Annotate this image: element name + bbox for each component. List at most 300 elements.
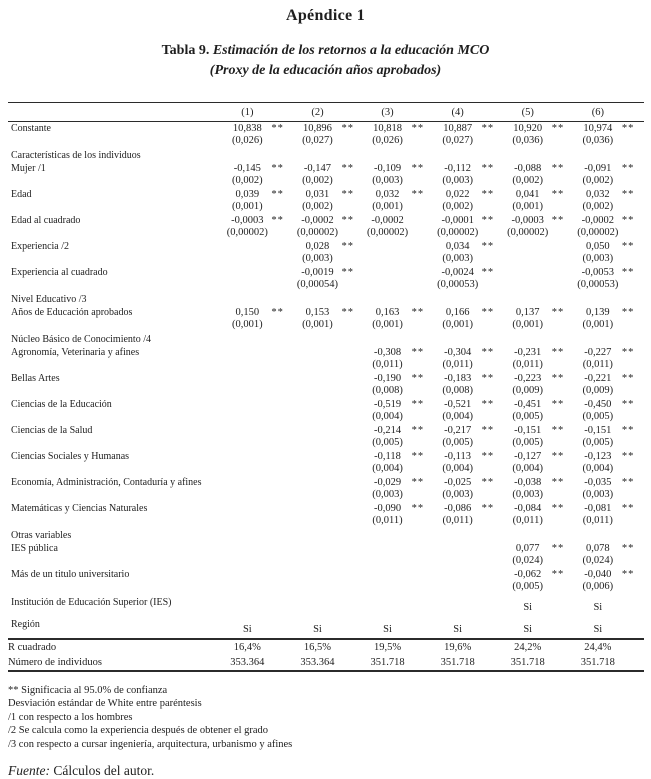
table-row [8,266,644,292]
sig-stars: ** [481,214,495,226]
footnote: Desviación estándar de White entre paréntesis [8,698,202,710]
std-error: (0,005) [582,410,614,422]
std-error: (0,036) [582,134,614,146]
column-header: (6) [574,102,622,121]
footnote: ** Significacia al 95.0% de confianza [8,684,168,696]
sig-stars: ** [621,346,635,358]
coef-cell [574,188,622,214]
coef-cell [293,188,341,214]
flag-value [364,594,412,616]
sig-stars: ** [551,568,565,580]
stat-gap [622,655,644,671]
sig-stars: ** [341,240,354,252]
std-error: (0,002) [512,174,544,186]
std-error: (0,001) [512,200,544,212]
coef-value: 10,818 [373,122,402,134]
coef-value: -0,304 [444,346,472,358]
sig-stars [412,568,434,594]
flag-value: Si [293,616,341,639]
coef-value: -0,112 [444,162,471,174]
std-error: (0,011) [512,358,543,370]
sig-stars: ** [621,266,635,278]
sig-stars [271,398,293,424]
std-error: (0,00002) [437,226,479,238]
column-header: (5) [504,102,552,121]
coef-cell [293,372,341,398]
coef-value: -0,123 [584,450,612,462]
sig-stars [341,450,363,476]
sig-stars: ** [341,188,354,200]
coef-cell [574,476,622,502]
section-label: Nivel Educativo /3 [11,293,87,305]
coef-value: -0,183 [444,372,472,384]
coef-cell [364,162,412,188]
row-label: Ciencias de la Educación [11,398,112,410]
coef-cell [434,214,482,240]
section-row [8,528,644,542]
coef-value: 0,031 [305,188,330,200]
table-caption-title: Estimación de los retornos a la educación MCO [212,43,490,58]
coef-cell [223,121,271,148]
coef-cell [504,542,552,568]
stat-gap [412,639,434,655]
coef-value: -0,081 [584,502,612,514]
coef-cell [223,424,271,450]
coef-cell [364,568,412,594]
sig-stars [341,346,363,372]
sig-stars: ** [551,450,565,462]
sig-stars [271,346,293,372]
coef-value: -0,521 [444,398,472,410]
coef-cell [293,266,341,292]
coef-cell [293,476,341,502]
sig-stars [271,266,293,292]
section-label: Otras variables [11,529,72,541]
coef-value: 0,032 [375,188,400,200]
footnote: /2 Se calcula como la experiencia después de obtener el grado [8,725,269,737]
sig-stars: ** [621,162,635,174]
footnote: /1 con respecto a los hombres [8,711,133,723]
std-error: (0,005) [512,580,544,592]
flag-gap [622,616,644,639]
sig-stars [482,542,504,568]
sig-stars: ** [481,240,495,252]
flag-value: Si [593,601,603,613]
std-error: (0,004) [512,462,544,474]
sig-stars [412,240,434,266]
sig-stars: ** [621,188,635,200]
flag-gap [412,594,434,616]
coef-cell [434,450,482,476]
sig-stars [412,266,434,292]
sig-stars: ** [271,122,284,134]
coef-value: 0,078 [586,542,610,554]
stat-value: 24,2% [514,641,542,653]
coef-cell [504,306,552,332]
coef-cell [293,162,341,188]
std-error: (0,001) [302,318,333,330]
section-label: Núcleo Básico de Conocimiento /4 [11,333,151,345]
coef-cell [364,121,412,148]
std-error: (0,005) [442,436,473,448]
table-row [8,450,644,476]
sig-stars [412,542,434,568]
coef-value: -0,088 [514,162,542,174]
sig-stars [271,476,293,502]
coef-cell [574,568,622,594]
coef-value: 0,153 [305,306,330,318]
coef-cell [364,424,412,450]
sig-stars: ** [481,306,495,318]
std-error: (0,002) [442,200,473,212]
coef-cell [504,121,552,148]
sig-stars [341,502,363,528]
stat-row [8,639,644,655]
section-row [8,148,644,162]
sig-stars: ** [341,306,354,318]
sig-stars: ** [481,502,495,514]
sig-stars: ** [271,306,284,318]
std-error: (0,027) [442,134,473,146]
coef-cell [574,424,622,450]
sig-stars: ** [551,122,565,134]
std-error: (0,00002) [577,226,619,238]
sig-stars [271,372,293,398]
footnotes [8,684,651,752]
coef-cell [293,306,341,332]
coef-value: -0,231 [514,346,542,358]
coef-cell [364,266,412,292]
sig-stars: ** [621,424,635,436]
stat-value: 353.364 [223,655,271,671]
table-row [8,240,644,266]
table-row [8,616,644,639]
coef-cell [504,450,552,476]
row-label: Economía, Administración, Contaduría y afines [11,476,202,488]
std-error: (0,001) [582,318,614,330]
sig-stars [271,424,293,450]
coef-value: -0,0002 [371,214,404,226]
flag-gap [412,616,434,639]
coef-cell [364,450,412,476]
stat-value: 351.718 [434,655,482,671]
coef-value: -0,451 [514,398,542,410]
std-error: (0,003) [302,252,333,264]
sig-stars [271,450,293,476]
std-error: (0,004) [442,462,473,474]
coef-cell [364,476,412,502]
coef-cell [434,121,482,148]
std-error: (0,00002) [296,226,339,238]
coef-cell [364,306,412,332]
table-row [8,306,644,332]
coef-value: -0,091 [584,162,612,174]
coef-value: -0,038 [514,476,542,488]
coef-cell [223,266,271,292]
coef-cell [574,121,622,148]
stat-value: 16,4% [233,641,261,653]
std-error: (0,009) [512,384,544,396]
table-header-row [8,102,644,121]
std-error: (0,024) [512,554,544,566]
flag-gap [341,616,363,639]
coef-value: -0,519 [373,398,402,410]
std-error: (0,001) [372,318,403,330]
sig-stars: ** [621,476,635,488]
flag-gap [341,594,363,616]
coef-cell [504,424,552,450]
sig-stars: ** [411,476,425,488]
std-error: (0,003) [582,488,614,500]
row-label: Ciencias Sociales y Humanas [11,450,130,462]
sig-stars: ** [411,346,425,358]
sig-stars: ** [621,450,635,462]
coef-cell [364,542,412,568]
flag-gap [271,594,293,616]
std-error: (0,00002) [366,226,409,238]
coef-cell [574,214,622,240]
coef-cell [223,346,271,372]
coef-value: -0,214 [373,424,402,436]
stat-row [8,655,644,671]
sig-stars: ** [411,502,425,514]
std-error: (0,008) [442,384,473,396]
row-label: Mujer /1 [11,162,46,174]
source-line [8,763,651,779]
coef-cell [504,398,552,424]
coef-value: -0,145 [233,162,261,174]
sig-stars: ** [411,188,425,200]
sig-stars: ** [551,372,565,384]
flag-gap [482,594,504,616]
stat-value: 16,5% [303,641,332,653]
coef-cell [293,424,341,450]
coef-cell [434,240,482,266]
sig-stars: ** [551,542,565,554]
table-row [8,346,644,372]
row-label: Edad [11,188,32,200]
sig-stars: ** [621,502,635,514]
sig-stars: ** [481,346,495,358]
row-label: Agronomía, Veterinaria y afines [11,346,140,358]
sig-stars: ** [271,214,284,226]
std-error: (0,036) [512,134,544,146]
row-label: Más de un titulo universitario [11,568,130,580]
flag-value: Si [523,601,533,613]
sig-stars: ** [621,240,635,252]
std-error: (0,005) [372,436,403,448]
coef-cell [574,346,622,372]
coef-value: -0,0003 [231,214,264,226]
table-row [8,188,644,214]
stat-gap [341,655,363,671]
stat-gap [271,639,293,655]
flag-value: Si [574,616,622,639]
coef-cell [434,372,482,398]
flag-value: Si [504,616,552,639]
sig-stars [271,568,293,594]
flag-value [434,594,482,616]
coef-value: -0,040 [584,568,612,580]
sig-stars: ** [481,450,495,462]
sig-stars: ** [481,162,495,174]
std-error: (0,00002) [507,226,549,238]
coef-cell [223,502,271,528]
sig-stars: ** [551,162,565,174]
std-error: (0,003) [582,252,614,264]
coef-value: -0,090 [373,502,402,514]
row-label: R cuadrado [8,641,57,653]
std-error: (0,00054) [296,278,339,290]
coef-cell [434,162,482,188]
sig-stars: ** [621,568,635,580]
std-error: (0,005) [512,410,544,422]
coef-cell [434,502,482,528]
column-header: (2) [293,102,341,121]
flag-gap [622,594,644,616]
std-error: (0,001) [442,318,473,330]
row-label: Edad al cuadrado [11,214,81,226]
sig-stars: ** [481,122,495,134]
flag-gap [482,616,504,639]
coef-value: -0,221 [584,372,612,384]
coef-cell [223,542,271,568]
coef-value: -0,035 [584,476,612,488]
sig-stars: ** [621,214,635,226]
coef-cell [574,162,622,188]
stat-value: 19,5% [373,641,402,653]
sig-stars: ** [411,398,425,410]
coef-value: -0,223 [514,372,542,384]
coef-value: -0,0003 [511,214,544,226]
regression-table [8,102,644,672]
coef-cell [434,542,482,568]
std-error: (0,004) [582,462,614,474]
source-prefix: Fuente: [8,763,50,779]
coef-cell [504,476,552,502]
coef-cell [293,121,341,148]
table-caption [0,41,651,82]
coef-value: 0,150 [235,306,260,318]
column-header-gap [622,102,644,121]
coef-cell [223,162,271,188]
std-error: (0,003) [372,174,403,186]
coef-value: 0,034 [445,240,470,252]
std-error: (0,003) [442,488,473,500]
coef-cell [574,450,622,476]
flag-gap [552,616,574,639]
sig-stars: ** [481,424,495,436]
coef-value: -0,217 [444,424,472,436]
row-label: Número de individuos [8,655,223,671]
std-error: (0,024) [582,554,614,566]
coef-value: -0,151 [514,424,542,436]
sig-stars: ** [411,424,425,436]
coef-value: -0,062 [514,568,542,580]
coef-cell [293,240,341,266]
coef-cell [504,214,552,240]
coef-cell [574,502,622,528]
page-title: Apéndice 1 [286,7,365,24]
std-error: (0,008) [372,384,403,396]
column-header-spacer [8,102,223,121]
coef-value: 0,028 [305,240,330,252]
coef-cell [504,372,552,398]
coef-value: 0,137 [515,306,540,318]
coef-cell [434,476,482,502]
coef-cell [223,476,271,502]
column-header-gap [271,102,293,121]
coef-value: -0,109 [373,162,402,174]
coef-cell [504,240,552,266]
coef-cell [364,240,412,266]
sig-stars [271,542,293,568]
std-error: (0,003) [512,488,544,500]
sig-stars: ** [551,188,565,200]
sig-stars: ** [341,162,354,174]
table-caption-subtitle: (Proxy de la educación años aprobados) [209,63,442,79]
table-row [8,162,644,188]
coef-cell [293,542,341,568]
table-caption-label: Tabla 9. [161,43,210,58]
sig-stars: ** [621,542,635,554]
row-label: Institución de Educación Superior (IES) [11,596,172,608]
coef-value: -0,0053 [581,266,615,278]
coef-cell [364,398,412,424]
std-error: (0,011) [512,514,543,526]
coef-cell [223,568,271,594]
sig-stars: ** [341,122,354,134]
coef-value: -0,0002 [301,214,334,226]
coef-value: 10,887 [443,122,473,134]
flag-value [223,594,271,616]
std-error: (0,004) [372,462,403,474]
std-error: (0,011) [372,514,403,526]
table-row [8,372,644,398]
sig-stars [271,240,293,266]
coef-value: -0,151 [584,424,612,436]
column-header-gap [482,102,504,121]
column-header-gap [412,102,434,121]
coef-value: 10,838 [232,122,262,134]
coef-value: 10,896 [303,122,332,134]
std-error: (0,004) [442,410,473,422]
std-error: (0,001) [232,318,263,330]
coef-cell [293,568,341,594]
sig-stars [412,214,434,240]
table-row [8,214,644,240]
column-header: (4) [434,102,482,121]
std-error: (0,00002) [226,226,268,238]
coef-cell [574,542,622,568]
coef-cell [574,372,622,398]
row-label: Experiencia al cuadrado [11,266,108,278]
coef-cell [364,372,412,398]
coef-cell [504,188,552,214]
coef-cell [223,398,271,424]
std-error: (0,005) [512,436,544,448]
row-label: Años de Educación aprobados [11,306,133,318]
std-error: (0,011) [372,358,403,370]
coef-cell [434,568,482,594]
row-label: Bellas Artes [11,372,60,384]
coef-value: -0,127 [514,450,542,462]
section-label: Características de los individuos [11,149,141,161]
sig-stars: ** [551,476,565,488]
sig-stars [341,372,363,398]
std-error: (0,004) [372,410,403,422]
flag-value: Si [434,616,482,639]
